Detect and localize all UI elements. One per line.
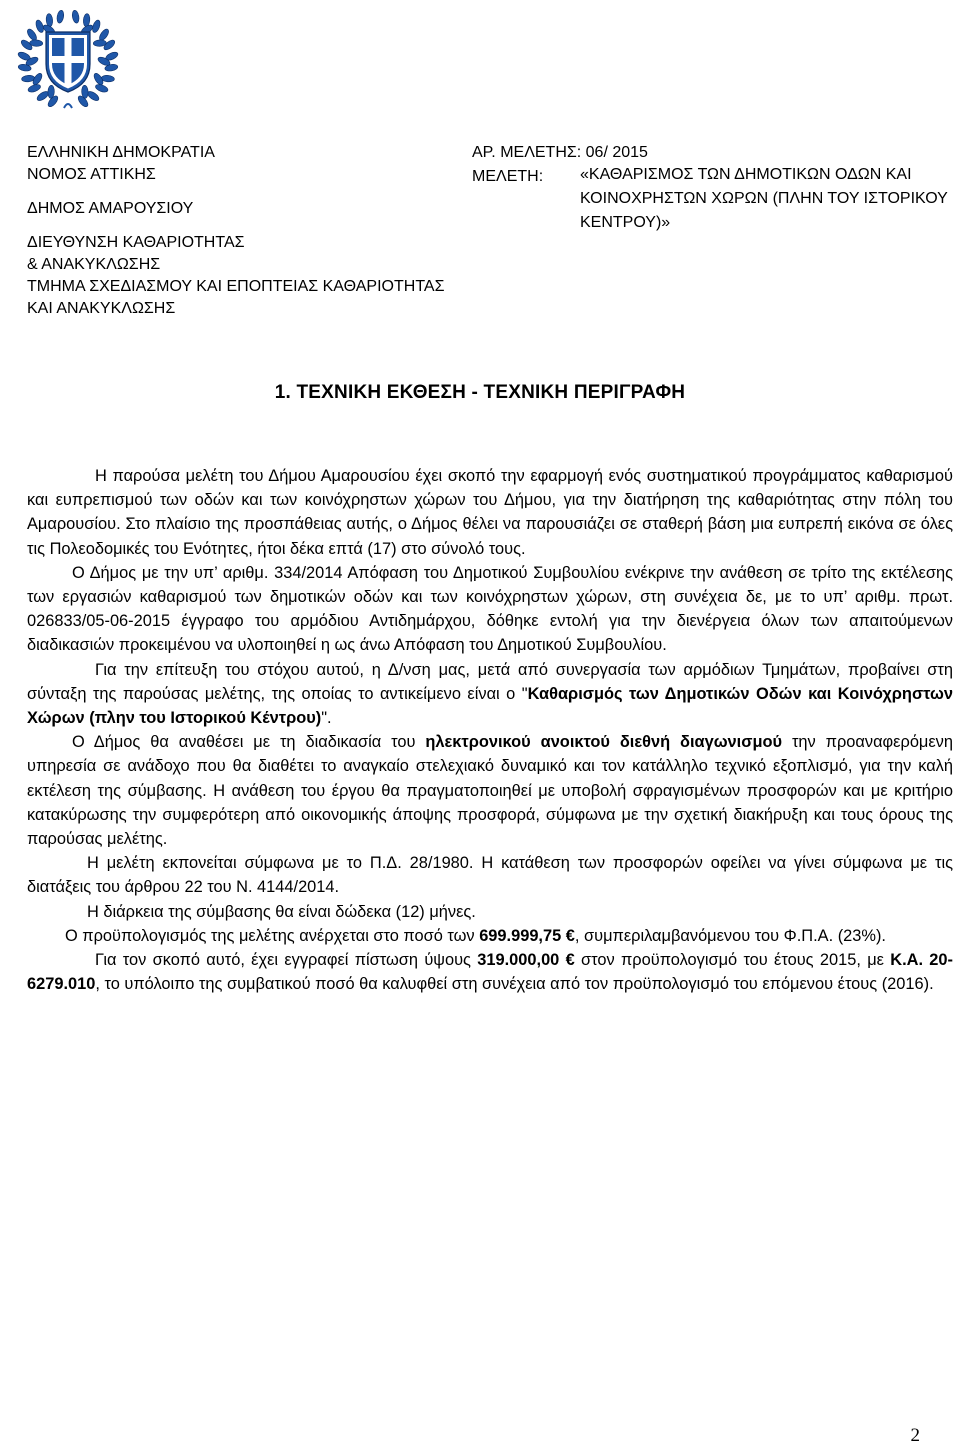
p7-text: Ο προϋπολογισμός της μελέτης ανέρχεται στο ποσό των	[65, 926, 480, 945]
p3-end: ".	[321, 709, 332, 728]
credit-amount: 319.000,00 €	[477, 951, 575, 970]
p8-mid: στον προϋπολογισμό του έτους 2015, με	[574, 951, 891, 970]
paragraph-purpose: Η παρούσα μελέτη του Δήμου Αμαρουσίου έχει σκοπό την εφαρμογή ενός συστηματικού προγράμματος καθαρισμού και ευπρεπισμού των οδών και των κοινόχρηστων χώρων του Δήμου, για την διατήρηση της καθαριότητας στην πόλη του Αμαρουσίου. Στο πλαίσιο της προσπάθειας αυτής, ο Δήμος θέλει να παρουσιάζει σε σταθερή βάση μια ευπρεπή εικόνα σε όλες τις Πολεοδομικές του Ενότητες, ήτοι δέκα επτά (17) στο σύνολό τους.	[27, 467, 953, 558]
study-label: ΜΕΛΕΤΗ:	[472, 168, 544, 185]
header-prefecture: ΝΟΜΟΣ ΑΤΤΙΚΗΣ	[27, 166, 156, 183]
p3-emphasis: Καθαρισμός των Δημοτικών Οδών και Κοινόχρηστων Χώρων (πλην του Ιστορικού Κέντρου)	[27, 684, 953, 728]
budget-code: Κ.Α. 20-6279.010	[27, 951, 954, 994]
p4-emphasis: ηλεκτρονικού ανοικτού διεθνή διαγωνισμού	[425, 733, 783, 752]
study-number: ΑΡ. ΜΕΛΕΤΗΣ: 06/ 2015	[472, 144, 648, 161]
p8-rest: , το υπόλοιπο της συμβατικού ποσό θα καλυφθεί στη συνέχεια από τον προϋπολογισμό του επόμενου έτους (2016).	[95, 975, 934, 994]
header-directorate: ΔΙΕΥΘΥΝΣΗ ΚΑΘΑΡΙΟΤΗΤΑΣ	[27, 234, 245, 251]
study-title-line-2: ΚΟΙΝΟΧΡΗΣΤΩΝ ΧΩΡΩΝ (ΠΛΗΝ ΤΟΥ ΙΣΤΟΡΙΚΟΥ	[580, 190, 948, 207]
paragraph-duration: Η διάρκεια της σύμβασης θα είναι δώδεκα (12) μήνες.	[87, 902, 476, 921]
document-body	[27, 464, 953, 996]
section-title: 1. ΤΕΧΝΙΚΗ ΕΚΘΕΣΗ - ΤΕΧΝΙΚΗ ΠΕΡΙΓΡΑΦΗ	[274, 382, 686, 403]
p8-text: Για τον σκοπό αυτό, έχει εγγραφεί πίστωση ύψους	[95, 951, 478, 970]
paragraph-procedure	[27, 730, 953, 851]
paragraph-council-decision: Ο Δήμος με την υπ’ αριθμ. 334/2014 Απόφαση του Δημοτικού Συμβουλίου ενέκρινε την ανάθεση σε τρίτο της εκτέλεσης των εργασιών καθαρισμού των δημοτικών οδών και των κοινόχρηστων χώρων, στη συνέχεια δε, με το υπ’ αριθμ. πρωτ. 026833/05-06-2015 έγγραφο του αρμόδιου Αντιδημάρχου, δόθηκε εντολή για την διενέργεια όλων των απαιτούμενων διαδικασιών προκειμένου να υλοποιηθεί η ως άνω Απόφαση του Δημοτικού Συμβουλίου.	[27, 563, 953, 655]
header-department-cont: ΚΑΙ ΑΝΑΚΥΚΛΩΣΗΣ	[27, 300, 176, 317]
budget-amount: 699.999,75 €	[479, 926, 575, 945]
coat-of-arms-icon	[16, 4, 120, 116]
page-number: 2	[910, 1425, 920, 1446]
paragraph-credit	[27, 948, 953, 996]
p4-rest: την προαναφερόμενη υπηρεσία σε ανάδοχο που θα διαθέτει το αναγκαίο στελεχιακό δυναμικό και τον κατάλληλο τεχνικό εξοπλισμό, για την καλή εκτέλεση της σύμβασης. Η ανάθεση του έργου θα πραγματοποιηθεί με υποβολή σφραγισμένων προσφορών και με κριτήριο κατακύρωσης την συμφερότερη από οικονομικής άποψης προσφορά, σύμφωνα με την σχετική διακήρυξη και τους όρους της παρούσας μελέτης.	[27, 733, 953, 849]
study-title-line-3: ΚΕΝΤΡΟΥ)»	[580, 214, 671, 231]
p7-rest: , συμπεριλαμβανόμενου του Φ.Π.Α. (23%).	[574, 926, 886, 945]
p4-text: Ο Δήμος θα αναθέσει με τη διαδικασία του	[72, 733, 426, 752]
paragraph-budget	[27, 924, 953, 948]
paragraph-legal-basis: Η μελέτη εκπονείται σύμφωνα με το Π.Δ. 28/1980. Η κατάθεση των προσφορών οφείλει να γίνει σύμφωνα με τις διατάξεις του άρθρου 22 του Ν. 4144/2014.	[27, 854, 953, 897]
paragraph-study-object	[27, 658, 953, 731]
study-title-line-1: «ΚΑΘΑΡΙΣΜΟΣ ΤΩΝ ΔΗΜΟΤΙΚΩΝ ΟΔΩΝ ΚΑΙ	[580, 166, 912, 183]
header-department: ΤΜΗΜΑ ΣΧΕΔΙΑΣΜΟΥ ΚΑΙ ΕΠΟΠΤΕΙΑΣ ΚΑΘΑΡΙΟΤΗΤΑΣ	[27, 278, 445, 295]
p3-text: Για την επίτευξη του στόχου αυτού, η Δ/νση μας, μετά από συνεργασία των αρμόδιων Τμημάτων, προβαίνει στη σύνταξη της παρούσας μελέτης, της οποίας το αντικείμενο είναι ο "	[27, 660, 953, 703]
header-country: ΕΛΛΗΝΙΚΗ ΔΗΜΟΚΡΑΤΙΑ	[27, 144, 215, 161]
header-municipality: ΔΗΜΟΣ ΑΜΑΡΟΥΣΙΟΥ	[27, 200, 194, 217]
header-directorate-cont: & ΑΝΑΚΥΚΛΩΣΗΣ	[27, 256, 161, 273]
